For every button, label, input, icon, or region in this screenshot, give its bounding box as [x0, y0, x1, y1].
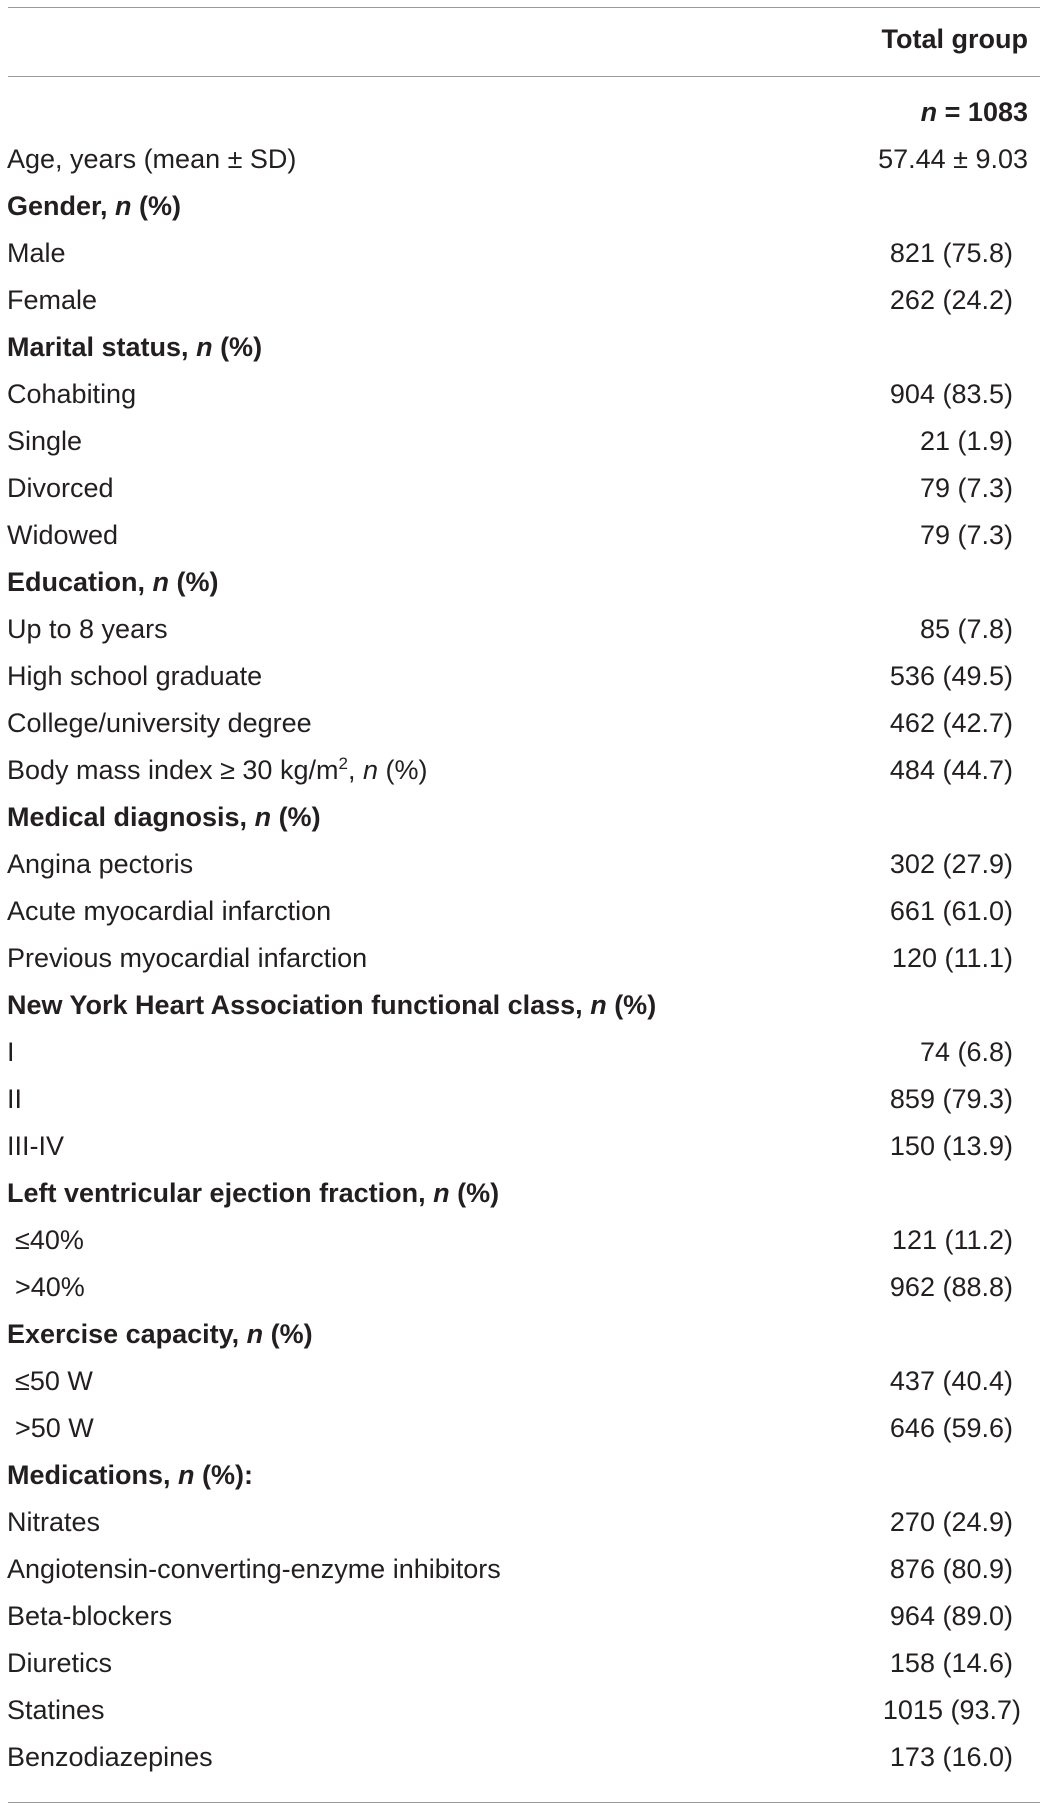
row-label-text: Benzodiazepines [7, 1742, 213, 1772]
sample-size-text: = 1083 [937, 97, 1028, 127]
table-row [0, 1734, 1040, 1781]
table-row [0, 606, 1040, 653]
row-label-text: Angina pectoris [7, 849, 194, 879]
section-header-row [0, 1170, 1040, 1217]
row-value: 57.44 ± 9.03 [878, 144, 1028, 174]
row-label-text: Female [7, 285, 98, 315]
row-label-text: Statines [7, 1695, 105, 1725]
row-label [7, 1693, 105, 1727]
row-label [15, 1411, 94, 1445]
row-label [7, 894, 331, 928]
section-header-row [0, 183, 1040, 230]
row-label [7, 1552, 501, 1586]
row-label-text: Education, [7, 567, 153, 597]
section-header-label [7, 1176, 499, 1210]
row-value: 462 (42.7) [889, 708, 1013, 738]
label-suffix: (%) [169, 567, 219, 597]
row-value: 120 (11.1) [891, 943, 1013, 973]
row-label [7, 1740, 213, 1774]
section-header-label [7, 189, 181, 223]
table-row [0, 512, 1040, 559]
section-header-row [0, 559, 1040, 606]
row-label-text: High school graduate [7, 661, 263, 691]
label-suffix: (%) [131, 191, 182, 221]
table-row [0, 1358, 1040, 1405]
row-label [7, 236, 66, 270]
section-header-label [7, 988, 656, 1022]
n-symbol: n [920, 97, 938, 127]
row-value: 85 (7.8) [919, 614, 1013, 644]
row-value: 661 (61.0) [889, 896, 1013, 926]
row-label [15, 1223, 84, 1257]
table-row [0, 136, 1040, 183]
row-label [7, 518, 118, 552]
table-row [0, 1405, 1040, 1452]
section-header-label [7, 800, 321, 834]
n-symbol: n [178, 1460, 195, 1490]
label-suffix: (%) [377, 755, 428, 785]
table-bottom-rule [8, 1802, 1040, 1803]
table-row [0, 230, 1040, 277]
row-label-text: Medical diagnosis, [7, 802, 255, 832]
label-separator: , [347, 755, 363, 785]
row-label [15, 1270, 85, 1304]
row-value: 964 (89.0) [889, 1601, 1013, 1631]
table-row [0, 277, 1040, 324]
row-label-text: Gender, [7, 191, 116, 221]
row-value: 173 (16.0) [889, 1742, 1013, 1772]
row-label-text: Single [7, 426, 83, 456]
table-row [0, 747, 1040, 794]
n-symbol: n [590, 990, 607, 1020]
section-header-row [0, 1311, 1040, 1358]
table-row [0, 653, 1040, 700]
table-row [0, 1593, 1040, 1640]
label-suffix: (%) [606, 990, 657, 1020]
row-value: 150 (13.9) [889, 1131, 1013, 1161]
row-label-text: ≤40% [15, 1225, 84, 1255]
n-symbol: n [152, 567, 170, 597]
sample-size-row [0, 89, 1040, 136]
table-row [0, 1499, 1040, 1546]
row-value: 121 (11.2) [891, 1225, 1013, 1255]
row-label [7, 1082, 22, 1116]
row-label-text: Cohabiting [7, 379, 137, 409]
row-label [7, 377, 136, 411]
row-label [15, 1364, 93, 1398]
row-label [7, 706, 312, 740]
row-label-text: >40% [15, 1272, 85, 1302]
section-header-row [0, 794, 1040, 841]
row-label [7, 753, 427, 787]
row-value: 302 (27.9) [889, 849, 1013, 879]
row-label-text: I [7, 1037, 15, 1067]
label-suffix: (%) [271, 802, 321, 832]
table-row [0, 1264, 1040, 1311]
row-label-text: Beta-blockers [7, 1601, 173, 1631]
row-label [7, 1599, 172, 1633]
table-row [0, 1217, 1040, 1264]
row-value: 158 (14.6) [889, 1648, 1013, 1678]
row-label-text: II [7, 1084, 23, 1114]
table-row [0, 841, 1040, 888]
row-label-text: Up to 8 years [7, 614, 168, 644]
row-value: 437 (40.4) [889, 1366, 1013, 1396]
table-row [0, 1640, 1040, 1687]
row-value: 74 (6.8) [919, 1037, 1013, 1067]
row-label-text: Male [7, 238, 66, 268]
section-header-row [0, 982, 1040, 1029]
row-label-text: Left ventricular ejection fraction, [7, 1178, 434, 1208]
header-rule [8, 76, 1040, 77]
row-value: 876 (80.9) [889, 1554, 1013, 1584]
row-label-text: Widowed [7, 520, 119, 550]
row-value: 1015 (93.7) [882, 1695, 1021, 1725]
label-suffix: (%) [263, 1319, 313, 1349]
row-label-text: Divorced [7, 473, 114, 503]
section-header-label [7, 330, 262, 364]
n-symbol: n [254, 802, 272, 832]
section-header-label [7, 565, 219, 599]
row-value: 962 (88.8) [889, 1272, 1013, 1302]
table-row [0, 1546, 1040, 1593]
table-row [0, 1687, 1040, 1734]
row-label [7, 1129, 64, 1163]
row-label-text: >50 W [15, 1413, 94, 1443]
row-label [7, 1505, 100, 1539]
n-symbol: n [433, 1178, 450, 1208]
row-label [7, 424, 82, 458]
row-value: 21 (1.9) [919, 426, 1013, 456]
table-row [0, 888, 1040, 935]
row-label-text: Nitrates [7, 1507, 101, 1537]
table-row [0, 1123, 1040, 1170]
section-header-row [0, 1452, 1040, 1499]
n-symbol: n [362, 755, 378, 785]
table-row [0, 1076, 1040, 1123]
section-header-row [0, 324, 1040, 371]
row-label-text: Exercise capacity, [7, 1319, 247, 1349]
row-value: 859 (79.3) [889, 1084, 1013, 1114]
row-label-text: Body mass index ≥ 30 kg/m [7, 755, 339, 785]
row-value: 262 (24.2) [889, 285, 1013, 315]
row-label [7, 612, 168, 646]
row-label-text: Marital status, [7, 332, 197, 362]
table-row [0, 371, 1040, 418]
table-row [0, 418, 1040, 465]
n-symbol: n [246, 1319, 264, 1349]
n-symbol: n [115, 191, 132, 221]
column-header-total-group: Total group [881, 24, 1028, 54]
row-value: 484 (44.7) [889, 755, 1013, 785]
row-label-text: College/university degree [7, 708, 312, 738]
n-symbol: n [196, 332, 213, 362]
table-row [0, 1029, 1040, 1076]
table-row [0, 465, 1040, 512]
row-label-text: Age, years (mean ± SD) [7, 144, 297, 174]
row-label [7, 847, 193, 881]
row-label-text: III-IV [7, 1131, 65, 1161]
row-label-text: Medications, [7, 1460, 179, 1490]
row-value: 904 (83.5) [889, 379, 1013, 409]
row-label-text: Diuretics [7, 1648, 113, 1678]
row-label [7, 1646, 112, 1680]
superscript: 2 [338, 754, 348, 773]
row-label [7, 659, 262, 693]
row-label [7, 471, 114, 505]
row-value: 536 (49.5) [889, 661, 1013, 691]
sample-size-value [921, 95, 1028, 129]
row-label [7, 142, 296, 176]
row-label [7, 283, 97, 317]
table-body [0, 89, 1040, 1781]
label-suffix: (%) [449, 1178, 500, 1208]
section-header-label [7, 1317, 313, 1351]
row-container [0, 136, 1040, 1781]
row-value: 270 (24.9) [889, 1507, 1013, 1537]
row-label-text: Angiotensin-converting-enzyme inhibitors [7, 1554, 501, 1584]
table-row [0, 700, 1040, 747]
row-value: 821 (75.8) [889, 238, 1013, 268]
row-label-text: Previous myocardial infarction [7, 943, 368, 973]
label-suffix: (%): [194, 1460, 254, 1490]
table-row [0, 935, 1040, 982]
row-value: 79 (7.3) [919, 473, 1013, 503]
row-label-text: Acute myocardial infarction [7, 896, 332, 926]
row-label [7, 1035, 15, 1069]
row-label [7, 941, 367, 975]
row-label-text: ≤50 W [15, 1366, 93, 1396]
row-label-text: New York Heart Association functional class, [7, 990, 591, 1020]
row-value: 79 (7.3) [919, 520, 1013, 550]
label-suffix: (%) [212, 332, 263, 362]
row-value: 646 (59.6) [889, 1413, 1013, 1443]
table-top-rule [8, 7, 1040, 8]
section-header-label [7, 1458, 253, 1492]
